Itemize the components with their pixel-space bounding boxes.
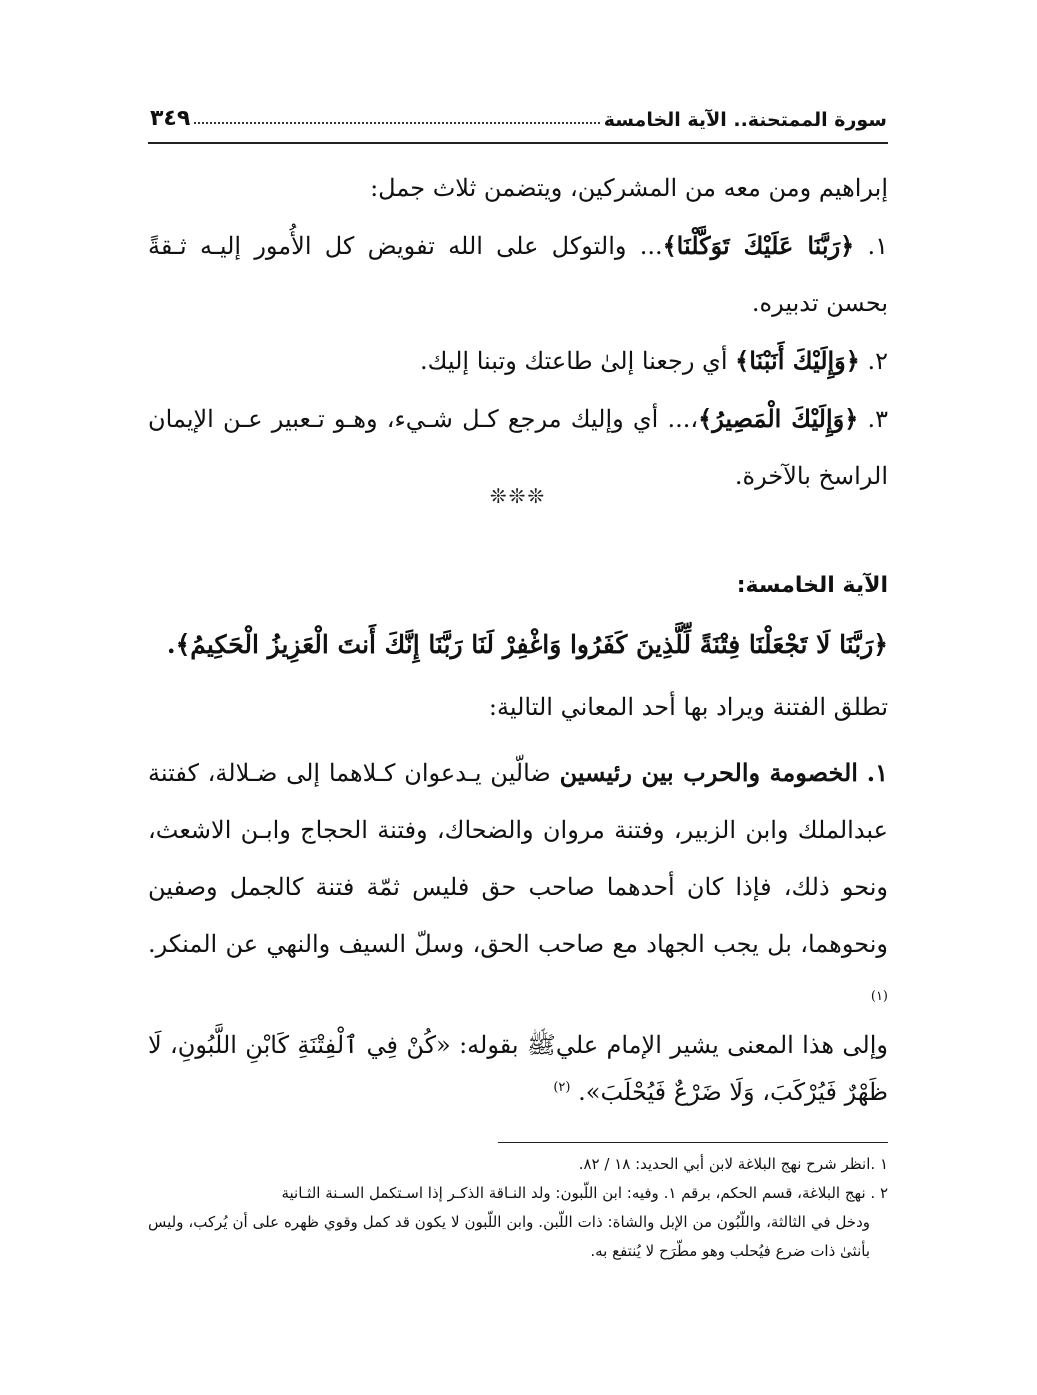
footnote-ref-1[interactable]: (١) [870, 989, 888, 1004]
quran-verse: ﴿وَإِلَيْكَ الْمَصِيرُ﴾ [698, 404, 859, 433]
hadith-quote: كُنْ فِي ٱلْفِتْنَةِ كَابْنِ اللَّبُونِ، لَا ظَهْرٌ فَيُرْكَبَ، وَلَا ضَرْعٌ فَيُحْلَبَ [148, 1031, 888, 1106]
item-text: ... والتوكل على الله تفويض كل الأُمور إليـه ثـقةً بحسن تدبيره. [148, 232, 888, 317]
quote-paragraph [148, 1022, 888, 1116]
item-bold-lead: الخصومة والحرب بين رئيسين [559, 758, 858, 787]
section-separator: ❊❊❊ [489, 484, 547, 508]
quran-verse-block: ﴿رَبَّنَا لَا تَجْعَلْنَا فِتْنَةً لِّلَّذِينَ كَفَرُوا وَاغْفِرْ لَنَا رَبَّنَا إِنَّكَ أَنتَ الْعَزِيزُ الْحَكِيمُ﴾. [166, 630, 888, 659]
footnote-ref-2[interactable]: (٢) [553, 1080, 571, 1095]
lead-paragraph: إبراهيم ومن معه من المشركين، ويتضمن ثلاث جمل: [370, 174, 888, 202]
item-number: ١. [866, 758, 888, 787]
running-header [150, 95, 887, 131]
header-rule [148, 142, 888, 144]
intro-paragraph: تطلق الفتنة ويراد بها أحد المعاني التالية: [488, 693, 888, 721]
section-heading: الآية الخامسة: [736, 573, 888, 598]
footnote-2-continuation: ودخل في الثالثة، واللّبُون من الإبل والشاة: ذات اللّبن. وابن اللّبون لا يكون قد كمل وقوي ظهره على أن يُركب، وليس بأنثىٰ ذات ضرع فيُحلب وهو مطّرَح لا يُنتفع به. [148, 1213, 870, 1260]
header-title: سورة الممتحنة.. الآية الخامسة [603, 109, 887, 131]
item-number: ٣. [867, 405, 889, 433]
footnote-1: ١ .انظر شرح نهج البلاغة لابن أبي الحديد: ١٨ / ٨٢. [578, 1155, 888, 1173]
item-text: أي رجعنا إلىٰ طاعتك وتبنا إليك. [420, 347, 728, 375]
footnotes [148, 1150, 888, 1266]
footnote-2-line-1: ٢ . نهج البلاغة، قسم الحكم، برقم ١. وفيه: ابن اللّبون: ولد النـاقة الذكـر إذا اسـتكمل السـنة الثـانية [281, 1184, 888, 1202]
section-three [148, 1022, 888, 1116]
paragraph-text: بقوله: « [436, 1031, 527, 1059]
honorific-glyph: ﷺ [526, 1031, 556, 1059]
quran-verse: ﴿وَإِلَيْكَ أَنَبْنَا﴾ [735, 346, 860, 375]
section-two [148, 678, 888, 1030]
item-text: ضالّين يـدعوان كـلاهما إلى ضـلالة، كفتنة عبدالملك وابن الزبير، وفتنة مروان والضحاك، وفتنة الحجاج وابـن الاشعث، ونحو ذلك، فإذا كان أحدهما صاحب حق فليس ثمّة فتنة كالجمل وصفين ونحوهما، بل يجب الجهاد مع صاحب الحق، وسلّ السيف والنهي عن المنكر. [148, 759, 888, 958]
header-dot-leader [194, 122, 599, 124]
paragraph-text: ». [578, 1078, 601, 1106]
quran-verse: ﴿رَبَّنَا عَلَيْكَ تَوَكَّلْنَا﴾ [662, 231, 855, 260]
footnote-rule [498, 1142, 888, 1143]
list-item-1 [148, 217, 888, 332]
paragraph-text: وإلى هذا المعنى يشير الإمام علي [555, 1031, 889, 1059]
item-number: ٢. [867, 347, 888, 375]
page-number: ٣٤٩ [150, 106, 191, 131]
item-number: ١. [867, 232, 889, 260]
list-item-2 [148, 332, 888, 390]
item-text: ،... أي وإليك مرجع كـل شـيء، وهـو تـعبير عـن الإيمان الراسخ بالآخرة. [148, 405, 888, 490]
section-one [148, 160, 888, 505]
list-item-1 [148, 744, 888, 1030]
